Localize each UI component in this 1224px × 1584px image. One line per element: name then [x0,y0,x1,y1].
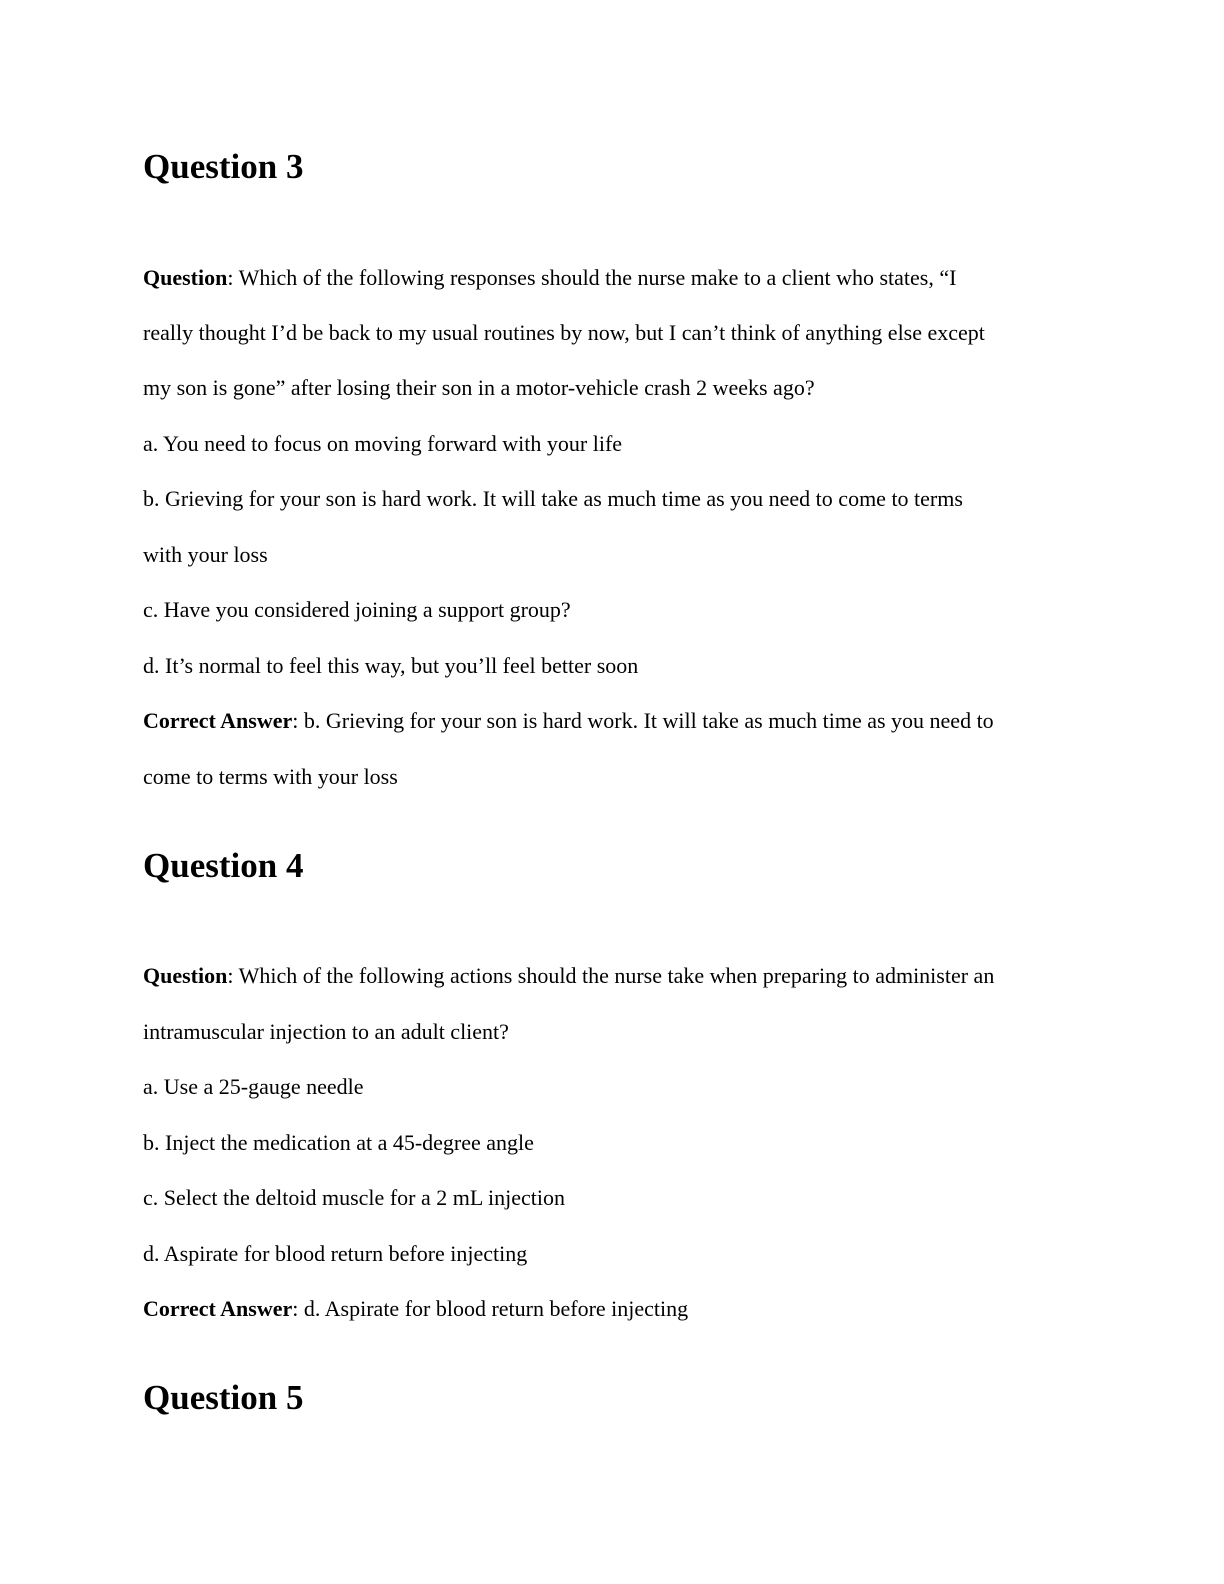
question-4-heading: Question 4 [143,846,304,885]
question-4-text-line-1: Question: Which of the following actions should the nurse take when preparing to administer an [143,963,995,988]
question-3-correct-answer-line-2: come to terms with your loss [143,764,398,789]
question-3-option-c: c. Have you considered joining a support group? [143,597,571,622]
question-3-option-a: a. You need to focus on moving forward with your life [143,431,623,456]
question-4-option-b: b. Inject the medication at a 45-degree angle [143,1130,534,1155]
question-3-option-b: b. Grieving for your son is hard work. It will take as much time as you need to come to terms [143,486,963,511]
question-3-text-line-3: my son is gone” after losing their son in a motor-vehicle crash 2 weeks ago? [143,375,815,400]
question-4-option-d: d. Aspirate for blood return before injecting [143,1241,528,1266]
question-5-heading: Question 5 [143,1378,304,1417]
correct-answer-label: Correct Answer [143,708,293,733]
question-4-text-line-2: intramuscular injection to an adult client? [143,1019,509,1044]
correct-answer-label: Correct Answer [143,1296,293,1321]
question-4-option-c: c. Select the deltoid muscle for a 2 mL injection [143,1185,565,1210]
question-3-heading: Question 3 [143,147,304,186]
question-3-text-line-1: Question: Which of the following responses should the nurse make to a client who states, “I [143,265,957,290]
question-label: Question [143,963,228,988]
question-4-correct-answer: Correct Answer: d. Aspirate for blood return before injecting [143,1296,689,1321]
question-3-text-line-2: really thought I’d be back to my usual routines by now, but I can’t think of anything else except [143,320,985,345]
question-3-correct-answer-line-1: Correct Answer: b. Grieving for your son is hard work. It will take as much time as you need to [143,708,994,733]
question-3-option-d: d. It’s normal to feel this way, but you’ll feel better soon [143,653,639,678]
question-4-option-a: a. Use a 25-gauge needle [143,1074,364,1099]
question-label: Question [143,265,228,290]
question-3-option-b-continued: with your loss [143,542,268,567]
